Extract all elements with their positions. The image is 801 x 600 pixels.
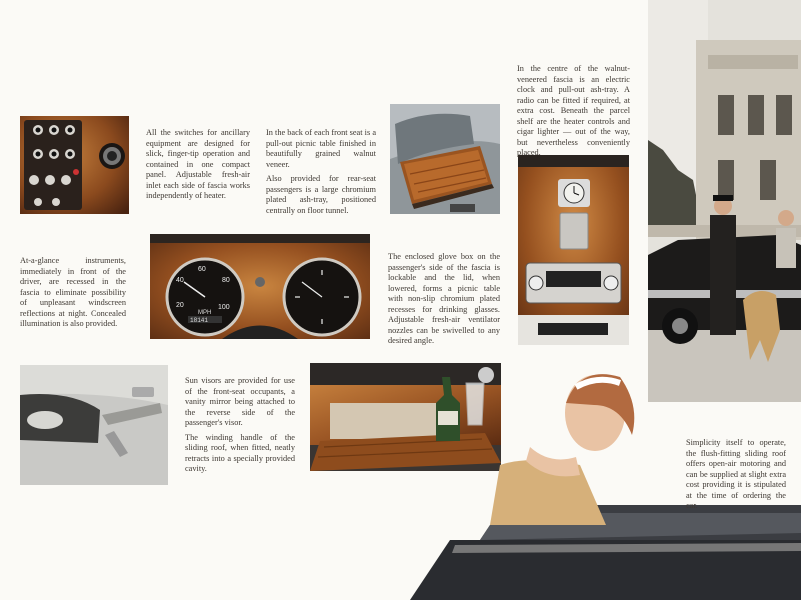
- speedo-tick-40: 40: [176, 277, 184, 284]
- instruments-text: At-a-glance instruments, immediately in front of the driver, are recessed in the fascia to eliminate possibility of unpleasant windscreen reflections at night. Concealed illumination is also provided.: [20, 256, 126, 329]
- sun-visors-text: Sun visors are provided for use of the front-seat occupants, a vanity mirror being attached to the reverse side of the passenger's visor.: [185, 376, 295, 428]
- switch-panel-photo: [20, 116, 129, 214]
- sliding-roof-text: Simplicity itself to operate, the flush-fitting sliding roof offers open-air motoring and can be supplied at slight extra cost providing it is stipulated at the time of ordering the car.: [686, 438, 786, 511]
- glove-box-text: The enclosed glove box on the passenger's side of the fascia is lockable and the lid, when lowered, forms a picnic table with non-slip chromium plated recesses for drinking glasses. Adjustable fresh-air ventilator nozzles can be swivelled to any desired angle.: [388, 252, 500, 346]
- sun-visor-photo: [20, 365, 168, 485]
- odometer: 18141: [190, 317, 209, 324]
- sun-visor-caption: [185, 376, 295, 479]
- switches-caption: [146, 128, 250, 206]
- speedo-tick-100: 100: [218, 304, 230, 311]
- clock-radio-photo: [518, 155, 629, 345]
- speedo-tick-20: 20: [176, 302, 184, 309]
- picnic-table-front-text: In the back of each front seat is a pull-out picnic table finished in beautifully grained walnut veneer.: [266, 128, 376, 169]
- speedo-unit: MPH: [198, 310, 212, 316]
- chauffeur-car-photo: [648, 0, 801, 402]
- speedo-tick-60: 60: [198, 266, 206, 273]
- ashtray-rear-text: Also provided for rear-seat passengers is a large chromium plated ash-tray, positioned centrally on floor tunnel.: [266, 174, 376, 215]
- glove-box-caption: [388, 252, 500, 351]
- instrument-panel-photo: [150, 234, 370, 339]
- winding-handle-text: The winding handle of the sliding roof, when fitted, neatly retracts into a specially provided cavity.: [185, 432, 295, 474]
- instruments-caption: [20, 256, 126, 334]
- speedo-tick-80: 80: [222, 277, 230, 284]
- sliding-roof-caption: [686, 438, 786, 516]
- clock-radio-caption: [517, 64, 630, 163]
- picnic-table-photo: [390, 104, 500, 214]
- picnic-table-caption: [266, 128, 376, 220]
- switches-text: All the switches for ancillary equipment are designed for slick, finger-tip operation and contained in one compact panel. Adjustable fresh-air inlet each side of fascia works independently of heater.: [146, 128, 250, 201]
- clock-radio-text: In the centre of the walnut-veneered fascia is an electric clock and pull-out ash-tray. A radio can be fitted if required, at extra cost. Beneath the parcel shelf are the heater controls and cigar lighter — out of the way, but nevertheless conveniently placed.: [517, 64, 630, 158]
